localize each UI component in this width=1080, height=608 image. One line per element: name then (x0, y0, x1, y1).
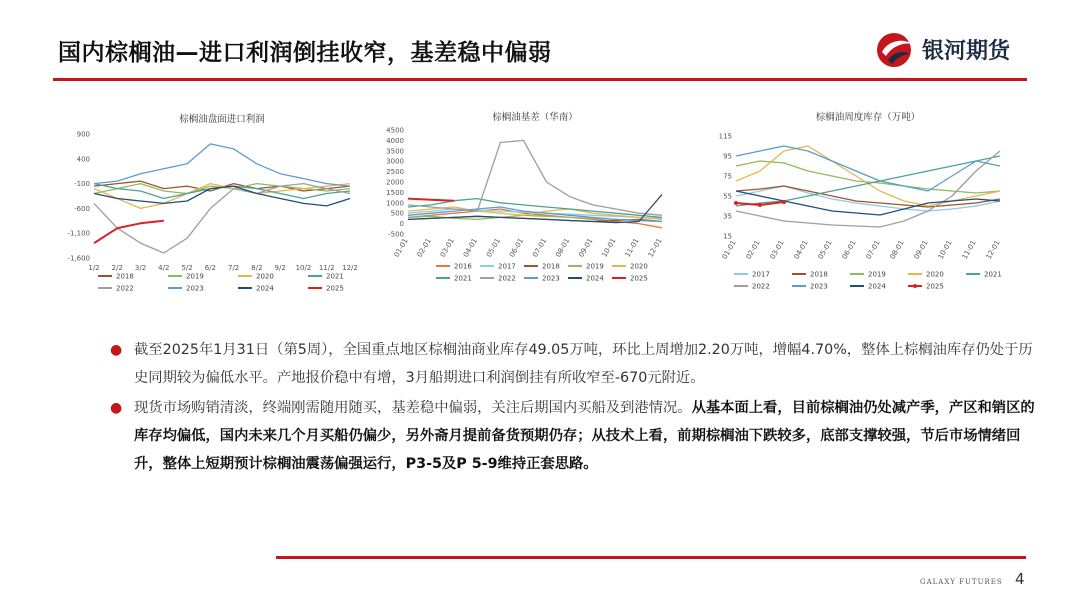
legend-label: 2017 (498, 262, 516, 271)
x-tick-label: 10-01 (600, 237, 618, 259)
x-tick-label: 9/2 (274, 264, 286, 272)
series-line-2021 (736, 156, 1000, 206)
series-line-2025 (94, 221, 164, 243)
legend-label: 2023 (542, 274, 560, 283)
x-tick-label: 01-01 (392, 237, 410, 259)
footer-divider (276, 556, 1026, 559)
y-tick-label: -1,600 (67, 254, 90, 263)
x-tick-label: 11/2 (318, 264, 335, 272)
y-tick-label: 900 (76, 130, 90, 139)
chart-title: 棕榈油基差（华南） (492, 112, 578, 123)
x-tick-label: 06-01 (840, 239, 858, 261)
x-tick-label: 07-01 (531, 237, 549, 259)
legend-label: 2025 (926, 282, 944, 291)
legend-label: 2025 (630, 274, 648, 283)
series-line-2023 (94, 144, 350, 186)
y-tick-label: 95 (723, 152, 732, 161)
x-tick-label: 08-01 (554, 237, 572, 259)
y-tick-label: -1,100 (67, 229, 90, 238)
legend-label: 2022 (752, 282, 770, 291)
y-tick-label: 35 (723, 212, 732, 221)
page-title: 国内棕榈油—进口利润倒挂收窄，基差稳中偏弱 (58, 40, 552, 66)
y-tick-label: -100 (74, 180, 90, 189)
logo-text: 银河期货 (922, 39, 1011, 64)
legend-label: 2023 (186, 284, 204, 293)
chart-title: 棕榈油周度库存（万吨） (815, 112, 921, 123)
x-tick-label: 8/2 (251, 264, 263, 272)
series-line-2022 (408, 140, 662, 215)
x-tick-label: 08-01 (888, 239, 906, 261)
x-tick-label: 02-01 (415, 237, 433, 259)
x-tick-label: 01-01 (720, 239, 738, 261)
bullet-item (110, 336, 1040, 392)
x-tick-label: 03-01 (768, 239, 786, 261)
y-tick-label: 1500 (386, 188, 404, 197)
bullet-icon: ● (110, 400, 123, 416)
x-tick-label: 5/2 (181, 264, 193, 272)
x-tick-label: 1/2 (88, 264, 100, 272)
x-tick-label: 05-01 (484, 237, 503, 259)
series-line-2025 (408, 199, 454, 201)
y-tick-label: 2000 (386, 178, 404, 187)
x-tick-label: 2/2 (111, 264, 123, 272)
legend-label: 2019 (868, 270, 886, 279)
galaxy-logo-icon (874, 30, 918, 70)
company-logo (874, 30, 1044, 70)
y-tick-label: 115 (718, 132, 732, 141)
x-tick-label: 09-01 (912, 239, 930, 261)
legend-label: 2024 (586, 274, 604, 283)
footer-brand: GALAXY FUTURES (920, 578, 1003, 586)
chart-svg (58, 108, 358, 298)
chart-svg (378, 108, 678, 298)
legend-label: 2017 (752, 270, 770, 279)
x-tick-label: 10/2 (295, 264, 312, 272)
legend-label: 2018 (116, 272, 134, 281)
legend-label: 2023 (810, 282, 828, 291)
y-tick-label: 4500 (386, 126, 404, 135)
page-number: 4 (1015, 570, 1025, 588)
y-tick-label: -600 (74, 204, 90, 213)
legend-label: 2025 (326, 284, 344, 293)
x-tick-label: 07-01 (864, 239, 882, 261)
legend-label: 2016 (454, 262, 472, 271)
basis-chart (378, 108, 678, 298)
x-tick-label: 02-01 (744, 239, 762, 261)
legend-label: 2018 (542, 262, 560, 271)
x-tick-label: 11-01 (623, 237, 641, 259)
series-point-2025 (758, 203, 762, 207)
x-tick-label: 04-01 (461, 237, 480, 259)
header-divider (53, 78, 1027, 81)
y-tick-label: 500 (390, 209, 404, 218)
x-tick-label: 6/2 (204, 264, 216, 272)
y-tick-label: 0 (399, 220, 404, 229)
series-point-2025 (782, 200, 786, 204)
y-tick-label: 75 (723, 172, 732, 181)
x-tick-label: 05-01 (816, 239, 834, 261)
legend-label: 2024 (868, 282, 886, 291)
legend-label: 2019 (186, 272, 204, 281)
x-tick-label: 3/2 (134, 264, 147, 272)
legend-label: 2024 (256, 284, 274, 293)
x-tick-label: 4/2 (158, 264, 170, 272)
legend-label: 2022 (498, 274, 516, 283)
y-tick-label: 55 (723, 192, 732, 201)
legend-label: 2018 (810, 270, 828, 279)
legend-label: 2022 (116, 284, 134, 293)
y-tick-label: 3500 (386, 147, 404, 156)
import-profit-chart (58, 108, 358, 298)
x-tick-label: 10-01 (936, 239, 954, 261)
x-tick-label: 09-01 (577, 237, 595, 259)
bullet-bold-text: 从基本面上看，目前棕榈油仍处减产季，产区和销区的库存均偏低，国内未来几个月买船仍偏少，另外斋月提前备货预期仍存；从技术上看，前期棕榈油下跌较多，底部支撑较强，节后市场情绪回升，整体上短期预计棕榈油震荡偏强运行，P3-5及P 5-9维持正套思路。 (134, 400, 1035, 472)
x-tick-label: 06-01 (508, 237, 526, 259)
bullet-item (110, 394, 1040, 478)
x-tick-label: 04-01 (792, 239, 810, 261)
bullet-icon: ● (110, 342, 123, 358)
bullet-text: 现货市场购销清淡，终端刚需随用随买，基差稳中偏弱，关注后期国内买船及到港情况。 (134, 400, 692, 416)
y-tick-label: 4000 (386, 136, 404, 145)
y-tick-label: -500 (388, 230, 404, 239)
legend-label: 2020 (926, 270, 944, 279)
y-tick-label: 1000 (386, 199, 404, 208)
legend-label: 2021 (984, 270, 1002, 279)
bullet-text: 截至2025年1月31日（第5周），全国重点地区棕榈油商业库存49.05万吨，环比上周增加2.20万吨，增幅4.70%，整体上棕榈油库存仍处于历史同期较为偏低水平。产地报价稳中有增，3月船期进口利润倒挂有所收窄至-670元附近。 (134, 342, 1033, 386)
inventory-chart (708, 108, 1018, 298)
legend-label: 2021 (454, 274, 472, 283)
y-tick-label: 400 (76, 155, 90, 164)
x-tick-label: 7/2 (228, 264, 240, 272)
x-tick-label: 12-01 (984, 239, 1002, 261)
chart-svg (708, 108, 1018, 298)
legend-label: 2020 (256, 272, 274, 281)
analysis-text (110, 336, 1040, 478)
legend-label: 2021 (326, 272, 344, 281)
x-tick-label: 12-01 (646, 237, 664, 259)
series-line-2022 (94, 184, 350, 253)
y-tick-label: 3000 (386, 157, 404, 166)
series-point-2025 (734, 201, 738, 205)
x-tick-label: 03-01 (438, 237, 456, 259)
x-tick-label: 12/2 (342, 264, 358, 272)
y-tick-label: 2500 (386, 168, 404, 177)
series-line-2017 (736, 186, 1000, 211)
legend-label: 2019 (586, 262, 604, 271)
legend-label: 2020 (630, 262, 648, 271)
y-tick-label: 15 (723, 232, 732, 241)
x-tick-label: 11-01 (960, 239, 978, 261)
chart-title: 棕榈油盘面进口利润 (179, 114, 265, 125)
